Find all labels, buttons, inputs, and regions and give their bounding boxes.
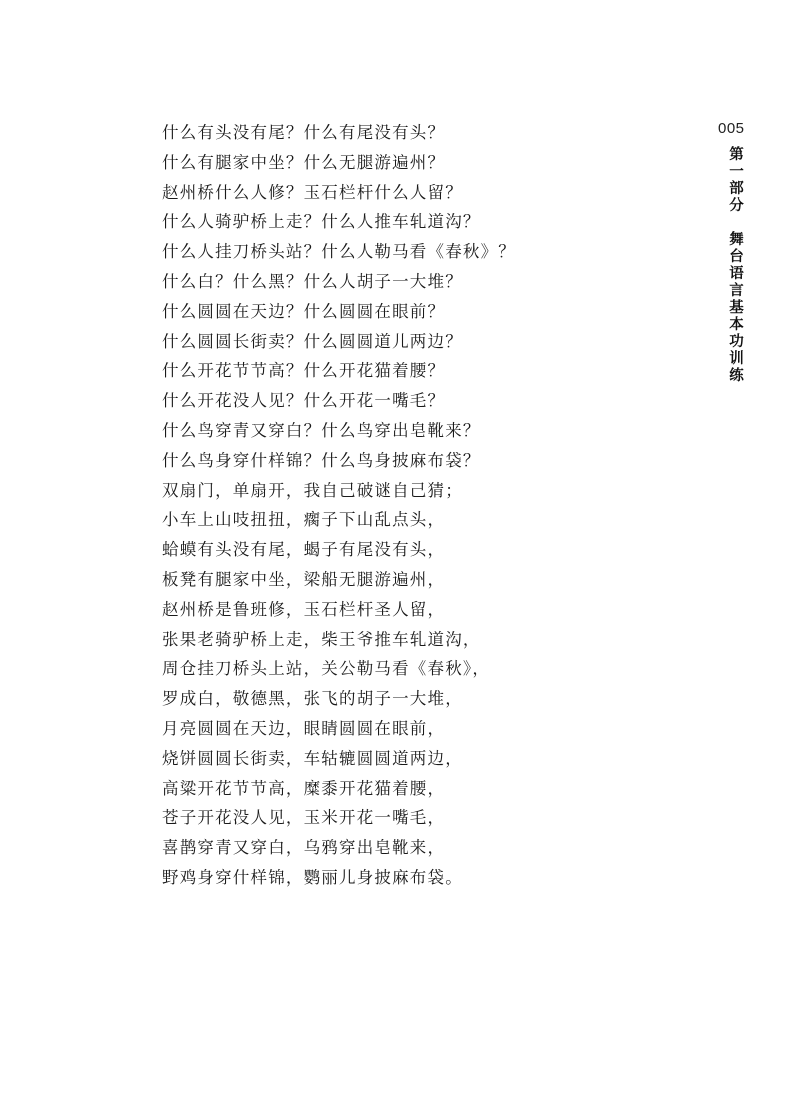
poem-line: 罗成白，敬德黑，张飞的胡子一大堆， <box>162 689 463 709</box>
poem-line: 什么有腿家中坐？什么无腿游遍州？ <box>162 152 446 172</box>
poem-line: 喜鹊穿青又穿白，乌鸦穿出皂靴来， <box>162 838 446 858</box>
poem-line: 板凳有腿家中坐，梁船无腿游遍州， <box>162 569 446 589</box>
poem-line: 赵州桥是鲁班修，玉石栏杆圣人留， <box>162 599 446 619</box>
poem-line: 赵州桥什么人修？玉石栏杆什么人留？ <box>162 182 463 202</box>
poem-line: 什么鸟身穿什样锦？什么鸟身披麻布袋？ <box>162 450 481 470</box>
poem-line: 什么圆圆在天边？什么圆圆在眼前？ <box>162 301 446 321</box>
page-number: 005 <box>718 120 745 137</box>
poem-line: 烧饼圆圆长街卖，车轱辘圆圆道两边， <box>162 748 463 768</box>
poem-line: 什么有头没有尾？什么有尾没有头？ <box>162 123 446 142</box>
poem-line: 什么人骑驴桥上走？什么人推车轧道沟？ <box>162 212 481 232</box>
poem-line: 蛤蟆有头没有尾，蝎子有尾没有头， <box>162 540 446 560</box>
poem-line: 张果老骑驴桥上走，柴王爷推车轧道沟， <box>162 629 481 649</box>
poem-line: 小车上山吱扭扭，瘸子下山乱点头， <box>162 510 446 530</box>
poem-line: 什么开花没人见？什么开花一嘴毛？ <box>162 391 446 411</box>
poem-line: 苍子开花没人见，玉米开花一嘴毛， <box>162 808 446 828</box>
poem-line: 什么白？什么黑？什么人胡子一大堆？ <box>162 271 463 291</box>
poem-text <box>162 118 682 893</box>
poem-line: 什么圆圆长街卖？什么圆圆道儿两边？ <box>162 331 463 351</box>
poem-line: 高粱开花节节高，糜黍开花猫着腰， <box>162 778 446 798</box>
poem-line: 什么鸟穿青又穿白？什么鸟穿出皂靴来？ <box>162 420 481 440</box>
poem-line: 野鸡身穿什样锦，鹦丽儿身披麻布袋。 <box>162 867 463 887</box>
poem-line: 什么开花节节高？什么开花猫着腰？ <box>162 361 446 381</box>
poem-line: 周仓挂刀桥头上站，关公勒马看《春秋》， <box>162 659 491 679</box>
poem-line: 月亮圆圆在天边，眼睛圆圆在眼前， <box>162 718 446 738</box>
poem-line: 双扇门，单扇开，我自己破谜自己猜； <box>162 480 463 500</box>
poem-line: 什么人挂刀桥头站？什么人勒马看《春秋》？ <box>162 242 516 262</box>
section-running-head: 第一部分 舞台语言基本功训练 <box>727 146 743 384</box>
